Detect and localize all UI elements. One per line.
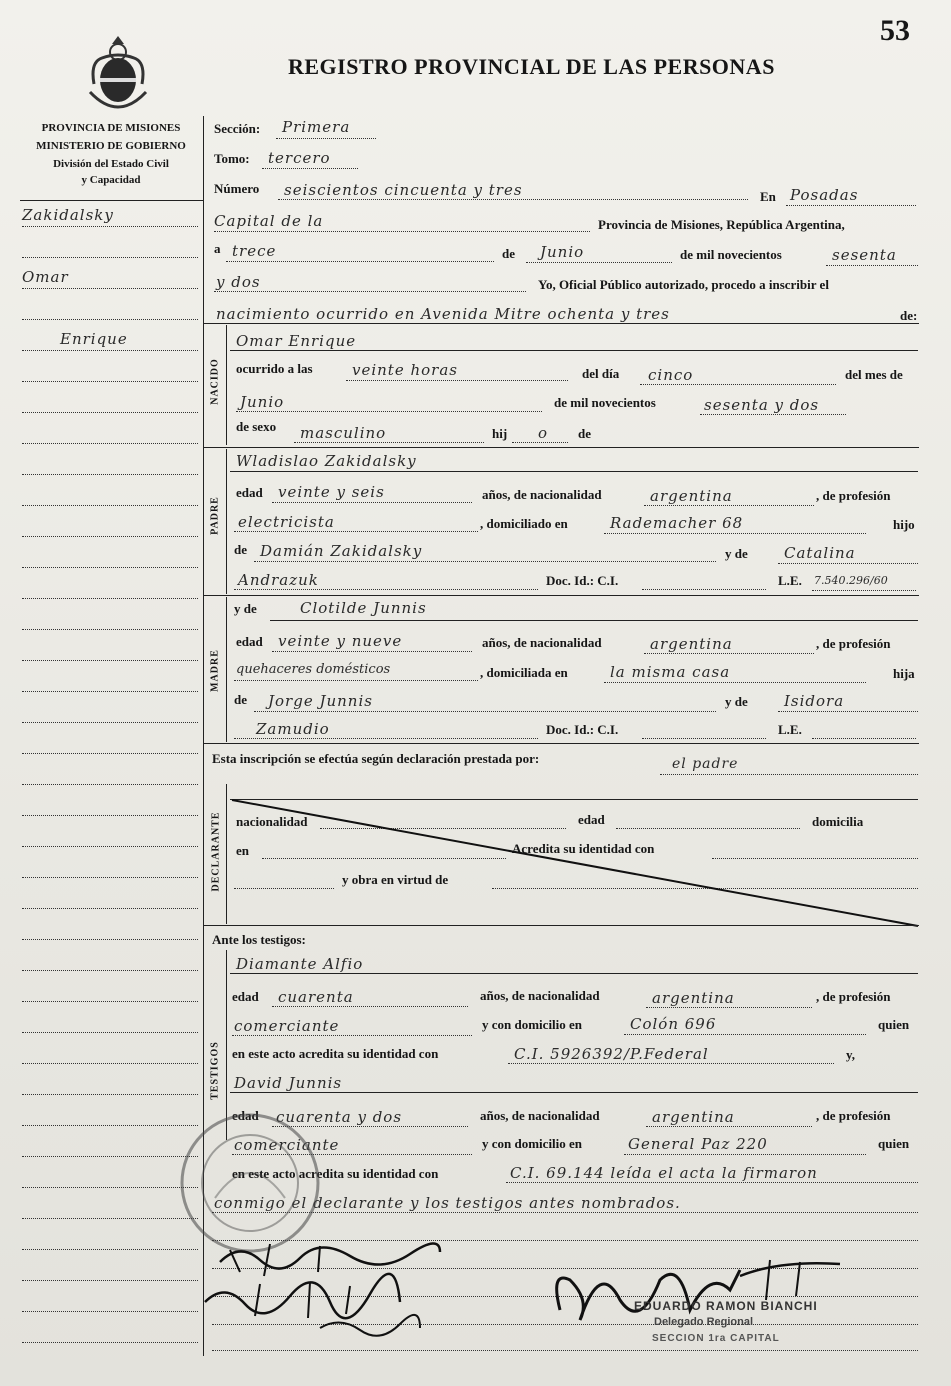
margin-line	[22, 1032, 198, 1033]
padre-madre-value-1: Catalina	[784, 544, 856, 562]
madre-profesion-dots	[234, 680, 478, 681]
hij-label: hij	[492, 426, 508, 441]
testigo1-domicilio-value: Colón 696	[630, 1015, 717, 1033]
margin-line	[22, 350, 198, 351]
sexo-label: de sexo	[236, 419, 277, 434]
margin-line	[22, 536, 198, 537]
numero-value: seiscientos cincuenta y tres	[284, 181, 523, 199]
padre-profesion-label: , de profesión	[816, 488, 891, 503]
testigo1-edad-label: edad	[232, 989, 259, 1004]
margin-line	[22, 1249, 198, 1250]
padre-hijo-label: hijo	[893, 517, 915, 532]
stamp-cargo: Delegado Regional	[654, 1316, 754, 1328]
stamp-seccion: SECCION 1ra CAPITAL	[652, 1333, 780, 1344]
padre-tab: PADRE	[209, 496, 221, 535]
margin-line	[22, 1094, 198, 1095]
acto-value: nacimiento ocurrido en Avenida Mitre ochenta y tres	[216, 305, 670, 323]
page-title: REGISTRO PROVINCIAL DE LAS PERSONAS	[288, 54, 775, 79]
declarante-nacionalidad-label: nacionalidad	[236, 814, 308, 829]
nacido-anio-value: sesenta y dos	[704, 396, 820, 414]
testigo2-nacionalidad-value: argentina	[652, 1108, 735, 1126]
margin-line	[22, 1187, 198, 1188]
padre-nombre-rule	[230, 471, 918, 472]
margin-line	[22, 722, 198, 723]
testigo1-profesion-dots	[232, 1035, 472, 1036]
mil-novecientos-label: de mil novecientos	[680, 247, 782, 262]
coat-of-arms-icon	[80, 32, 156, 114]
padre-domicilio-value: Rademacher 68	[610, 514, 744, 532]
anio-value-2: y dos	[216, 273, 261, 291]
oficial-label: Yo, Oficial Público autorizado, procedo a inscribir el	[538, 277, 829, 292]
testigo2-quien-label: quien	[878, 1136, 910, 1151]
sexo-value: masculino	[300, 424, 387, 442]
testigos-tab: TESTIGOS	[209, 1041, 221, 1100]
padre-profesion-dots	[234, 531, 478, 532]
anio-dots-1	[826, 265, 918, 266]
declarante-acredita-label: Acredita su identidad con	[512, 841, 655, 856]
dia-dots	[226, 261, 494, 262]
margin-line	[22, 288, 198, 289]
madre-nombre-value: Clotilde Junnis	[300, 599, 427, 617]
nacido-mil-label: de mil novecientos	[554, 395, 656, 410]
margin-line	[22, 1342, 198, 1343]
madre-madre-dots-2	[234, 738, 538, 739]
de-final-label: de:	[900, 308, 918, 323]
margin-line	[22, 1156, 198, 1157]
declaracion-value: el padre	[672, 756, 739, 772]
en-value: Posadas	[790, 186, 859, 204]
margin-line	[22, 443, 198, 444]
madre-profesion-label: , de profesión	[816, 636, 891, 651]
padre-anios-label: años, de nacionalidad	[482, 487, 602, 502]
madre-padre-dots	[254, 711, 716, 712]
margin-line	[22, 598, 198, 599]
anio-dots-2	[214, 291, 526, 292]
testigo2-nombre-value: David Junnis	[234, 1074, 343, 1092]
testigo2-doc-value: C.I. 69.144 leída el acta la firmaron	[510, 1164, 818, 1182]
testigo2-domicilio-value: General Paz 220	[628, 1135, 768, 1153]
nacido-mes-value: Junio	[240, 393, 285, 411]
margin-line	[22, 629, 198, 630]
en-dots	[786, 205, 916, 206]
padre-nombre-value: Wladislao Zakidalsky	[236, 452, 417, 470]
page-number: 53	[880, 14, 910, 47]
margin-line	[22, 257, 198, 258]
dia-value: trece	[232, 242, 277, 260]
declarante-tab: DECLARANTE	[210, 811, 222, 892]
margin-line	[22, 846, 198, 847]
testigo2-anios-label: años, de nacionalidad	[480, 1108, 600, 1123]
issuer-line-4: y Capacidad	[81, 174, 141, 186]
nacido-de-label: de	[578, 426, 591, 441]
issuer-line-1: PROVINCIA DE MISIONES	[41, 122, 181, 134]
nacido-top-rule	[204, 323, 919, 324]
testigo1-quien-label: quien	[878, 1017, 910, 1032]
margin-note-surname: Zakidalsky	[22, 206, 114, 224]
padre-top-rule	[204, 447, 919, 448]
padre-y-de-label: y de	[725, 546, 748, 561]
margin-line	[22, 660, 198, 661]
testigo2-acredita-label: en este acto acredita su identidad con	[232, 1166, 439, 1181]
madre-bottom-rule	[204, 743, 919, 744]
padre-domicilio-label: , domiciliado en	[480, 516, 568, 531]
madre-le-dots	[812, 738, 916, 739]
cierre-value: conmigo el declarante y los testigos antes nombrados.	[214, 1194, 681, 1212]
madre-de-label: de	[234, 692, 247, 707]
padre-nacionalidad-dots	[644, 505, 814, 506]
testigo1-nombre-value: Diamante Alfio	[236, 955, 364, 973]
padre-doc-label: Doc. Id.: C.I.	[546, 573, 619, 588]
margin-line	[22, 1125, 198, 1126]
seccion-label: Sección:	[214, 121, 261, 136]
testigo1-edad-dots	[272, 1006, 468, 1007]
issuer-block	[30, 119, 192, 155]
issuer-line-2: MINISTERIO DE GOBIERNO	[36, 140, 186, 152]
tomo-dots	[262, 168, 358, 169]
testigo2-edad-value: cuarenta y dos	[276, 1108, 403, 1126]
testigo2-nacionalidad-dots	[646, 1126, 812, 1127]
declarante-domicilio-label: domicilia	[812, 814, 864, 829]
del-mes-label: del mes de	[845, 367, 903, 382]
padre-le-value: 7.540.296/60	[814, 574, 888, 587]
madre-hija-label: hija	[893, 666, 915, 681]
signatures-left-icon	[200, 1232, 450, 1342]
margin-line	[22, 1063, 198, 1064]
margin-note-name: Omar	[22, 268, 69, 286]
margin-line	[22, 1001, 198, 1002]
margin-line	[22, 505, 198, 506]
nacido-mes-dots	[236, 411, 542, 412]
margin-line	[22, 877, 198, 878]
anio-value-1: sesenta	[832, 246, 897, 264]
margin-line	[22, 474, 198, 475]
madre-domicilio-label: , domiciliada en	[480, 665, 568, 680]
padre-edad-value: veinte y seis	[278, 483, 385, 501]
madre-nacionalidad-value: argentina	[650, 635, 733, 653]
padre-padre-dots	[254, 561, 716, 562]
margin-line	[22, 784, 198, 785]
testigo2-edad-label: edad	[232, 1108, 259, 1123]
padre-le-dots	[812, 590, 916, 591]
testigo1-y-label: y,	[846, 1047, 856, 1062]
madre-nacionalidad-dots	[644, 653, 814, 654]
hij-dots	[512, 442, 568, 443]
testigo1-acredita-label: en este acto acredita su identidad con	[232, 1046, 439, 1061]
madre-edad-label: edad	[236, 634, 263, 649]
a-label: a	[214, 241, 221, 256]
declarante-obra-label: y obra en virtud de	[342, 872, 449, 887]
madre-anios-label: años, de nacionalidad	[482, 635, 602, 650]
testigo1-profesion-label: , de profesión	[816, 989, 891, 1004]
provincia-label: Provincia de Misiones, República Argentina,	[598, 217, 845, 232]
numero-label: Número	[214, 181, 260, 196]
nacido-anio-dots	[700, 414, 846, 415]
padre-profesion-value: electricista	[238, 513, 335, 531]
del-dia-label: del día	[582, 366, 620, 381]
madre-ci-dots	[642, 738, 766, 739]
margin-line	[22, 753, 198, 754]
testigo2-nombre-rule	[230, 1092, 918, 1093]
declarante-cross-out	[230, 798, 920, 928]
nacido-nombre-value: Omar Enrique	[236, 332, 357, 350]
testigo1-doc-dots	[508, 1063, 834, 1064]
madre-edad-dots	[272, 651, 472, 652]
padre-madre-value-2: Andrazuk	[238, 571, 319, 589]
padre-de-label: de	[234, 542, 247, 557]
hora-dots	[346, 380, 568, 381]
hij-value: o	[538, 424, 549, 442]
ocurrido-label: ocurrido a las	[236, 361, 313, 376]
ante-testigos-label: Ante los testigos:	[212, 932, 306, 947]
closing-line	[212, 1350, 918, 1351]
madre-madre-dots-1	[778, 711, 918, 712]
mes-dots	[526, 262, 672, 263]
sexo-dots	[294, 442, 484, 443]
testigo1-doc-value: C.I. 5926392/P.Federal	[514, 1045, 709, 1063]
margin-line	[22, 319, 198, 320]
margin-line	[22, 908, 198, 909]
margin-line	[22, 1218, 198, 1219]
madre-tab: MADRE	[209, 649, 221, 692]
testigo1-nacionalidad-value: argentina	[652, 989, 735, 1007]
madre-top-rule	[204, 595, 919, 596]
tomo-value: tercero	[268, 149, 331, 167]
margin-line	[22, 1280, 198, 1281]
padre-madre-dots-2	[234, 589, 538, 590]
madre-padre-value: Jorge Junnis	[268, 692, 373, 710]
seccion-value: Primera	[282, 118, 351, 136]
padre-edad-label: edad	[236, 485, 263, 500]
declarante-en-label: en	[236, 843, 249, 858]
capital-value: Capital de la	[214, 212, 324, 230]
madre-nombre-rule	[270, 620, 918, 621]
margin-line	[22, 567, 198, 568]
testigo1-nacionalidad-dots	[646, 1007, 812, 1008]
margin-top-rule	[20, 200, 203, 201]
tomo-label: Tomo:	[214, 151, 250, 166]
padre-edad-dots	[272, 502, 472, 503]
stamp-name: EDUARDO RAMON BIANCHI	[634, 1299, 818, 1313]
padre-domicilio-dots	[604, 533, 866, 534]
testigo2-domicilio-dots	[624, 1154, 866, 1155]
madre-profesion-value: quehaceres domésticos	[236, 662, 391, 677]
margin-note-second-name: Enrique	[60, 330, 128, 348]
issuer-line-3: División del Estado Civil	[53, 158, 169, 170]
madre-domicilio-value: la misma casa	[610, 663, 731, 681]
testigo1-nombre-rule	[230, 973, 918, 974]
madre-domicilio-dots	[604, 682, 866, 683]
margin-line	[22, 970, 198, 971]
mes-value: Junio	[540, 243, 585, 261]
nacido-dia-value: cinco	[648, 366, 694, 384]
testigo2-profesion-label: , de profesión	[816, 1108, 891, 1123]
madre-madre-value-2: Zamudio	[256, 720, 330, 738]
padre-padre-value: Damián Zakidalsky	[260, 542, 423, 560]
margin-line	[22, 226, 198, 227]
declarante-bottom-rule	[204, 925, 919, 926]
declarante-tab-line	[226, 784, 227, 924]
testigo2-profesion-value: comerciante	[234, 1136, 340, 1154]
padre-madre-dots-1	[778, 563, 918, 564]
declaracion-label: Esta inscripción se efectúa según declaración prestada por:	[212, 751, 540, 766]
en-label: En	[760, 189, 776, 204]
padre-nacionalidad-value: argentina	[650, 487, 733, 505]
numero-dots	[278, 199, 748, 200]
testigo2-doc-dots	[506, 1182, 918, 1183]
testigo1-profesion-value: comerciante	[234, 1017, 340, 1035]
declarante-edad-label: edad	[578, 812, 605, 827]
testigo1-domicilio-label: y con domicilio en	[482, 1017, 583, 1032]
madre-y-de2-label: y de	[725, 694, 748, 709]
issuer-subblock	[30, 156, 192, 188]
madre-madre-value-1: Isidora	[784, 692, 845, 710]
nacido-tab: NACIDO	[209, 358, 221, 405]
madre-edad-value: veinte y nueve	[278, 632, 403, 650]
madre-doc-label: Doc. Id.: C.I.	[546, 722, 619, 737]
margin-line	[22, 381, 198, 382]
madre-y-de-label: y de	[234, 601, 257, 616]
padre-le-label: L.E.	[778, 573, 802, 588]
madre-le-label: L.E.	[778, 722, 802, 737]
margin-line	[22, 939, 198, 940]
testigo1-anios-label: años, de nacionalidad	[480, 988, 600, 1003]
seccion-dots	[276, 138, 376, 139]
padre-ci-dots	[642, 589, 766, 590]
declaracion-dots	[660, 774, 918, 775]
madre-tab-line	[226, 597, 227, 742]
padre-tab-line	[226, 449, 227, 594]
hora-value: veinte horas	[352, 361, 458, 379]
margin-line	[22, 412, 198, 413]
nacido-nombre-rule	[230, 350, 918, 351]
margin-line	[22, 1311, 198, 1312]
margin-line	[22, 691, 198, 692]
testigo2-domicilio-label: y con domicilio en	[482, 1136, 583, 1151]
margin-line	[22, 815, 198, 816]
nacido-tab-line	[226, 325, 227, 445]
testigo1-domicilio-dots	[624, 1034, 866, 1035]
testigo1-edad-value: cuarenta	[278, 988, 354, 1006]
de-label: de	[502, 246, 515, 261]
nacido-dia-dots	[640, 384, 836, 385]
capital-dots	[214, 231, 590, 232]
